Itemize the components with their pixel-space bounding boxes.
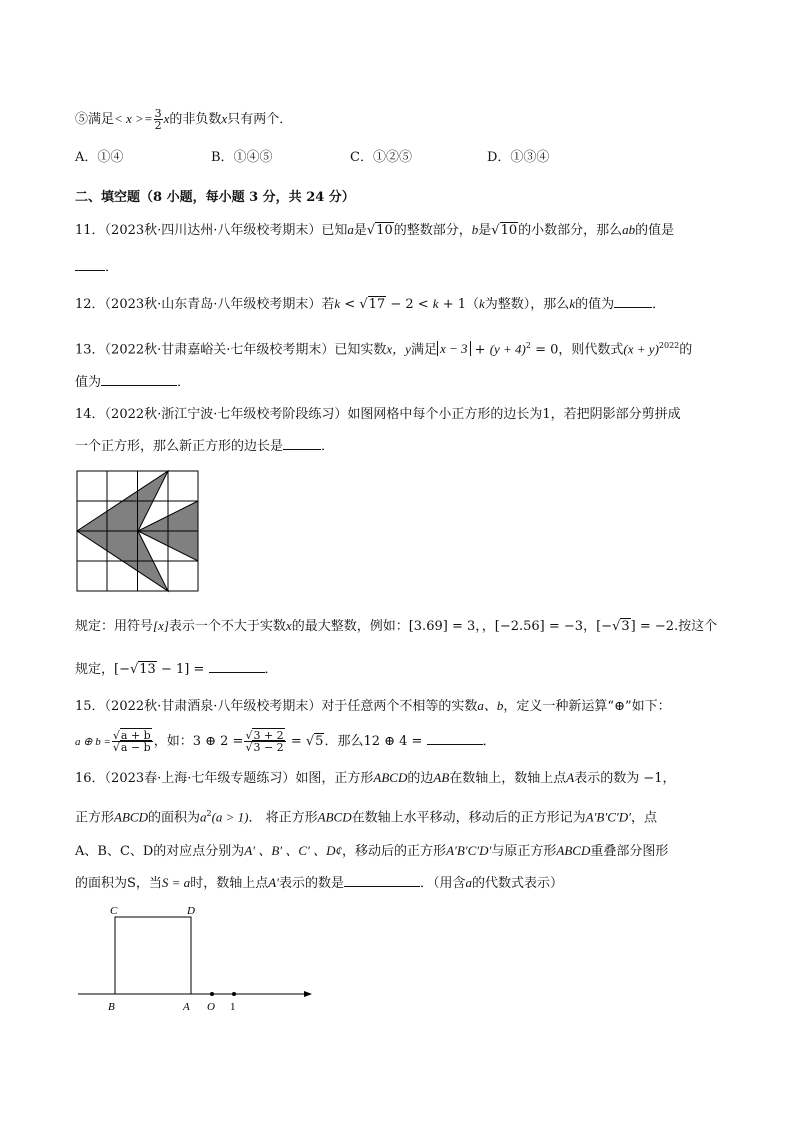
q15-line2: a ⊕ b = $\frac{√a + b}{√a - b}$ ，如：3 ⊕ 2 = $\frac{√3 + 2}{√3 - 2}$ = √5．那么12 ⊕ 4 = ．: [75, 729, 496, 754]
number-line-arrow: [304, 991, 312, 997]
q13-line1: 13．（2022秋·甘肃嘉峪关·七年级校考期末）已知实数x，y满足 $x - 3 + (y + 4)^2 = 0$，则代数式$(x + y)^{2022}$的: [75, 341, 693, 358]
grid-lines: [77, 471, 198, 591]
fraction: $\frac{√3 + 2}{√3 - 2}$: [245, 729, 284, 754]
q15-line1: 15．（2022秋·甘肃酒泉·八年级校考期末）对于任意两个不相等的实数a、b，定义一种新运算“⊕”如下：: [75, 698, 671, 714]
label-a: A: [183, 1001, 190, 1013]
answer-blank[interactable]: [283, 437, 321, 450]
answer-blank[interactable]: [427, 732, 483, 745]
section-title: 二、填空题（8 小题，每小题 3 分，共 24 分）: [75, 190, 355, 205]
rule-line1: 规定：用符号[x]表示一个不大于实数x的最大整数，例如：[3.69] = 3，，[−2.56] = −3，[−√3] = −2.按这个: [75, 618, 718, 634]
answer-blank[interactable]: [209, 660, 265, 673]
q14-line1: 14．（2022秋·浙江宁波·七年级校考阶段练习）如图网格中每个小正方形的边长为1，若把阴影部分剪拼成: [75, 407, 681, 422]
rule-line2: 规定，[−√13 − 1] = ．: [75, 662, 278, 677]
label-b: B: [108, 1001, 115, 1013]
square-abcd: [115, 917, 191, 994]
option-d: D．①③④: [487, 150, 550, 165]
q16-line3: A、B、C、D的对应点分别为A′ 、B′ 、C′ 、D¢，移动后的正方形A′B′C′D′与原正方形ABCD重叠部分图形: [75, 843, 669, 859]
label-o: O: [207, 1001, 215, 1013]
point-o: [210, 992, 214, 996]
option-c: C．①②⑤: [350, 150, 412, 165]
q14-line2: 一个正方形，那么新正方形的边长是 ．: [75, 439, 335, 454]
label-c: C: [110, 905, 118, 917]
point-one: [232, 992, 236, 996]
q12-line: 12．（2023秋·山东青岛·八年级校考期末）若k < √17 − 2 < k + 1（k为整数），那么k的值为 ．: [75, 296, 666, 312]
label-d: D: [187, 905, 195, 917]
q16-line2: 正方形ABCD的面积为$a^2(a > 1)$． 将正方形ABCD在数轴上水平移动，移动后的正方形记为A′B′C′D′，点: [75, 809, 657, 826]
answer-blank[interactable]: [614, 295, 652, 308]
answer-blank[interactable]: [101, 373, 177, 386]
q13-line2: 值为 ．: [75, 375, 191, 390]
q10-statement-5: ⑤满足< x >= $\frac{3}{2}$ x的非负数x只有两个．: [75, 107, 293, 132]
q11-line1: 11．（2023秋·四川达州·八年级校考期末）已知a是√10的整数部分，b是√10的小数部分，那么ab的值是: [75, 222, 675, 238]
fraction: $\frac{√a + b}{√a - b}$: [112, 729, 151, 754]
q16-square-numberline-figure: [70, 900, 330, 1020]
q16-line4: 的面积为S，当S = a时，数轴上点A′表示的数是 ．（用含a的代数式表示）: [75, 875, 564, 891]
answer-blank[interactable]: [344, 874, 420, 887]
label-one: 1: [230, 1001, 236, 1013]
answer-blank[interactable]: [75, 258, 105, 271]
fraction: $\frac{3}{2}$: [154, 107, 162, 132]
q11-line2: ．: [75, 258, 118, 276]
q14-grid-figure: [76, 470, 200, 594]
option-b: B．①④⑤: [211, 150, 273, 165]
option-a: A．①④: [75, 150, 124, 165]
q16-line1: 16．（2023春·上海·七年级专题练习）如图，正方形ABCD的边AB在数轴上，数轴上点A表示的数为 −1，: [75, 770, 676, 786]
